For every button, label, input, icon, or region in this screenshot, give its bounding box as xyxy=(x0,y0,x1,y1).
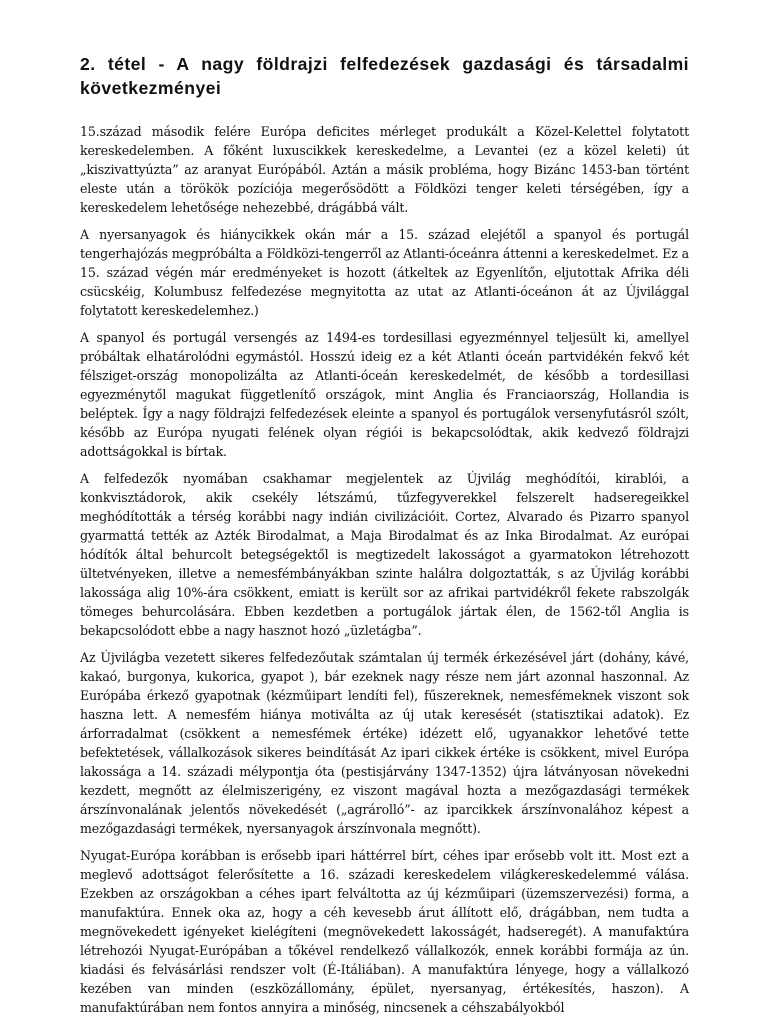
paragraph-4: A felfedezők nyomában csakhamar megjelentek az Újvilág meghódítói, kirablói, a konkvisztádorok, akik csekély létszámú, tűzfegyverekkel felszerelt hadseregeikkel meghódították a térség korábbi nagy indián civilizációit. Cortez, Alvarado és Pizarro spanyol gyarmattá tették az Azték Birodalmat, a Maja Birodalmat és az Inka Birodalmat. Az európai hódítók által behurcolt betegségektől is megtizedelt lakosságot a gyarmatokon létrehozott ültetvényeken, illetve a nemesfémbányákban szinte halálra dolgoztatták, s az Újvilág korábbi lakossága alig 10%-ára csökkent, emiatt is került sor az afrikai partvidékről fekete rabszolgák tömeges behurcolására. Ebben kezdetben a portugálok jártak élen, de 1562-től Anglia is bekapcsolódott ebbe a nagy hasznot hozó „üzletágba”. xyxy=(80,471,689,638)
paragraph-6: Nyugat-Európa korábban is erősebb ipari háttérrel bírt, céhes ipar erősebb volt itt. Most ezt a meglevő adottságot felerősítette a 16. századi kereskedelem világkereskedelemmé válása. Ezekben az országokban a céhes ipart felváltotta az új kézműipari (üzemszervezési) forma, a manufaktúra. Ennek oka az, hogy a céh kevesebb árut állított elő, drágábban, nem tudta a megnövekedett igényeket kielégíteni (megnövekedett lakosságét, hadseregét). A manufaktúra létrehozói Nyugat-Európában a tőkével rendelkező vállalkozók, ennek korábbi formája az ún. kiadási és felvásárlási rendszer volt (É-Itáliában). A manufaktúra lényege, hogy a vállalkozó kezében van minden (eszközállomány, épület, nyersanyag, értékesítés, haszon). A manufaktúrában nem fontos annyira a minőség, nincsenek a céhszabályokból xyxy=(80,848,689,1015)
paragraph-2: A nyersanyagok és hiánycikkek okán már a 15. század elejétől a spanyol és portugál tengerhajózás megpróbálta a Földközi-tengerről az Atlanti-óceánra áttenni a kereskedelmet. Ez a 15. század végén már eredményeket is hozott (átkeltek az Egyenlítőn, eljutottak Afrika déli csücskéig, Kolumbusz felfedezése megnyitotta az utat az Atlanti-óceánon át az Újvilággal folytatott kereskedelemhez.) xyxy=(80,227,689,318)
paragraph-5: Az Újvilágba vezetett sikeres felfedezőutak számtalan új termék érkezésével járt (dohány, kávé, kakaó, burgonya, kukorica, gyapot ), bár ezeknek nagy része nem járt azonnal haszonnal. Az Európába érkező gyapotnak (kézműipart lendíti fel), fűszereknek, nemesfémeknek viszont sok haszna lett. A nemesfém hiánya motiválta az új utak keresését (statisztikai adatok). Ez árforradalmat (csökkent a nemesfémek értéke) idézett elő, ugyanakkor lehetővé tette befektetések, vállalkozások sikeres beindítását Az ipari cikkek értéke is csökkent, mivel Európa lakossága a 14. századi mélypontja óta (pestisjárvány 1347-1352) újra látványosan növekedni kezdett, megnőtt az élelmiszerigény, ez viszont magával hozta a mezőgazdasági termékek árszínvonalának jelentős növekedését („agrárolló”- az iparcikkek árszínvonalához képest a mezőgazdasági termékek, nyersanyagok árszínvonala megnőtt). xyxy=(80,650,689,836)
document-title: 2. tétel - A nagy földrajzi felfedezések gazdasági és társadalmi következményei xyxy=(80,54,689,98)
paragraph-1: 15.század második felére Európa deficites mérleget produkált a Közel-Kelettel folytatott kereskedelemben. A főként luxuscikkek kereskedelme, a Levantei (ez a közel keleti) út „kiszivattyúzta” az aranyat Európából. Aztán a másik probléma, hogy Bizánc 1453-ban történt eleste után a törökök pozíciója megerősödött a Földközi tenger keleti térségében, így a kereskedelem lehetősége nehezebbé, drágábbá vált. xyxy=(80,124,689,215)
paragraph-3: A spanyol és portugál versengés az 1494-es tordesillasi egyezménnyel teljesült ki, amellyel próbáltak elhatárolódni egymástól. Hosszú ideig ez a két Atlanti óceán partvidékén fekvő két félsziget-ország monopolizálta az Atlanti-óceán kereskedelmét, de később a tordesillasi egyezménytől magukat függetlenítő országok, mint Anglia és Franciaország, Hollandia is beléptek. Így a nagy földrajzi felfedezések eleinte a spanyol és portugálok versenyfutásról szólt, később az Európa nyugati felének olyan régiói is bekapcsolódtak, akik kedvező földrajzi adottságokkal is bírtak. xyxy=(80,330,689,459)
